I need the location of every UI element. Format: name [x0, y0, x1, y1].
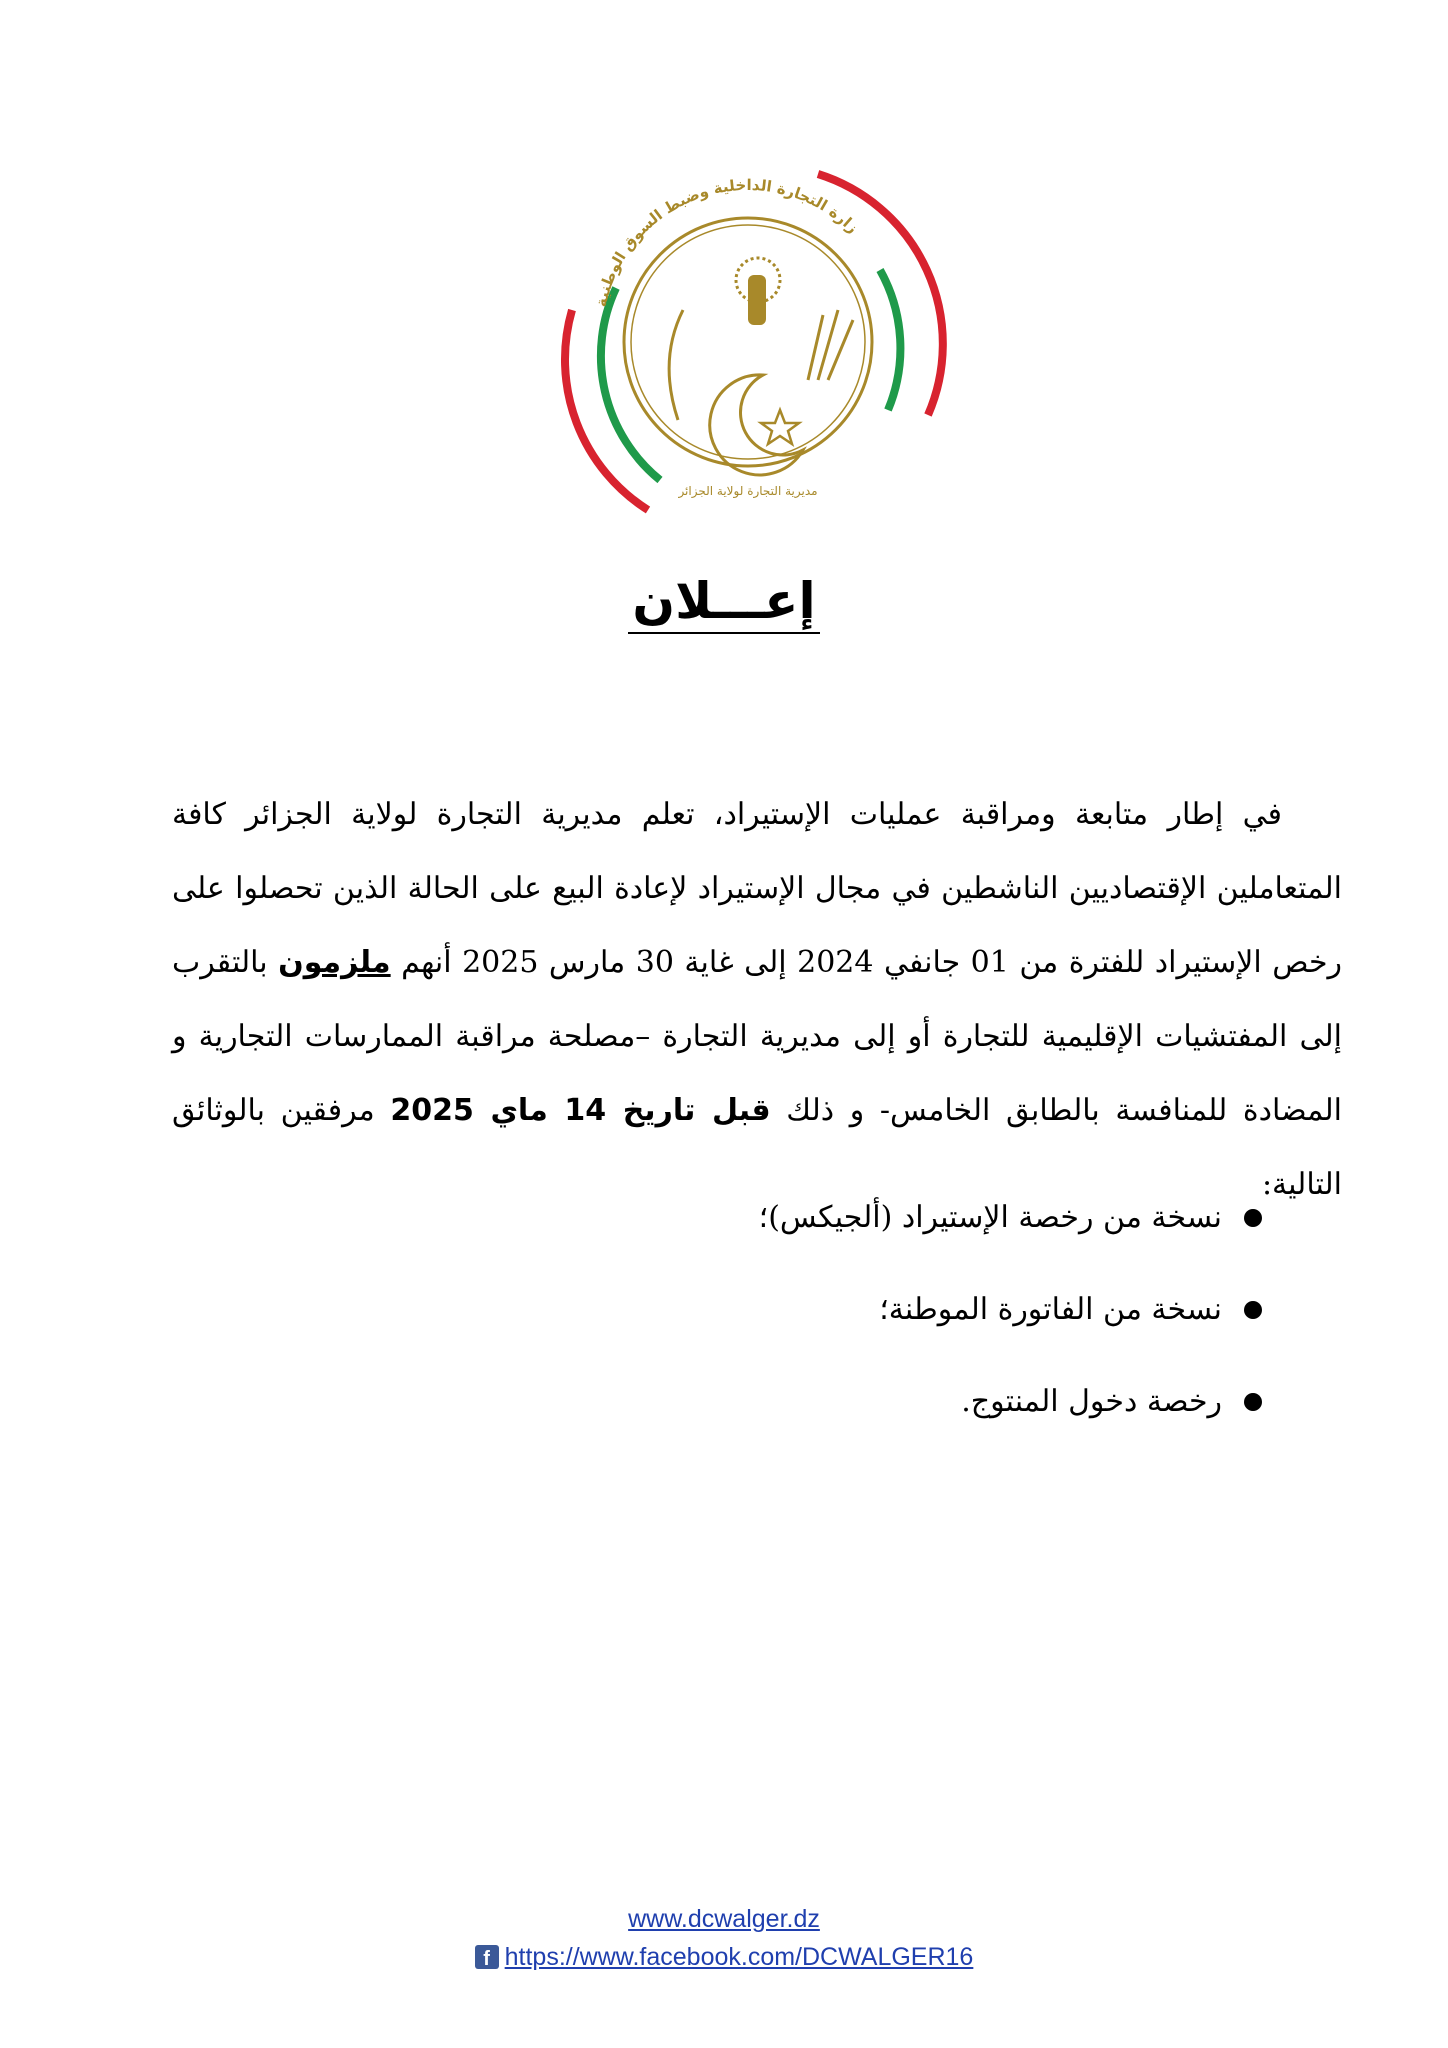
required-documents-list	[759, 1172, 1262, 1448]
footer	[0, 1900, 1448, 1976]
ministry-logo	[548, 160, 948, 520]
bullet-icon	[1244, 1301, 1262, 1319]
website-link[interactable]: www.dcwalger.dz	[628, 1904, 820, 1933]
facebook-icon: f	[475, 1945, 499, 1969]
ministry-seal-icon	[548, 160, 948, 520]
bullet-icon	[1244, 1393, 1262, 1411]
body-text-1: في إطار متابعة ومراقبة عمليات الإستيراد، تعلم مديرية التجارة لولاية الجزائر كافة المتعاملين الإقتصاديين الناشطين في مجال الإستيراد لإعادة البيع على الحالة الذين تحصلوا على رخص الإستيراد للفترة من 01 جانفي 2024 إلى غاية 30 مارس 2025 أنهم	[172, 797, 1342, 980]
list-item: رخصة دخول المنتوج.	[759, 1356, 1262, 1448]
body-text-2: بالتقرب إلى المفتشيات الإقليمية للتجارة أو إلى مديرية التجارة –مصلحة مراقبة الممارسات التجارية و المضادة للمنافسة بالطابق الخامس- و ذلك	[172, 945, 1342, 1128]
obligated-emphasis: ملزمون	[278, 945, 391, 980]
svg-text:وزارة التجارة الداخلية وضبط ال: زارة التجارة الداخلية وضبط السوق الوطنية	[591, 175, 862, 309]
svg-text:مديرية التجارة لولاية الجزائر: مديرية التجارة لولاية الجزائر	[678, 484, 818, 498]
list-item: نسخة من الفاتورة الموطنة؛	[759, 1264, 1262, 1356]
bullet-icon	[1244, 1209, 1262, 1227]
announcement-title: إعـــلان	[0, 572, 1448, 630]
announcement-body	[172, 778, 1342, 1222]
facebook-link[interactable]: https://www.facebook.com/DCWALGER16	[504, 1942, 974, 1971]
body-text-3: مرفقين بالوثائق التالية:	[172, 1093, 1342, 1202]
deadline-emphasis: قبل تاريخ 14 ماي 2025	[390, 1093, 771, 1128]
list-item: نسخة من رخصة الإستيراد (ألجيكس)؛	[759, 1172, 1262, 1264]
